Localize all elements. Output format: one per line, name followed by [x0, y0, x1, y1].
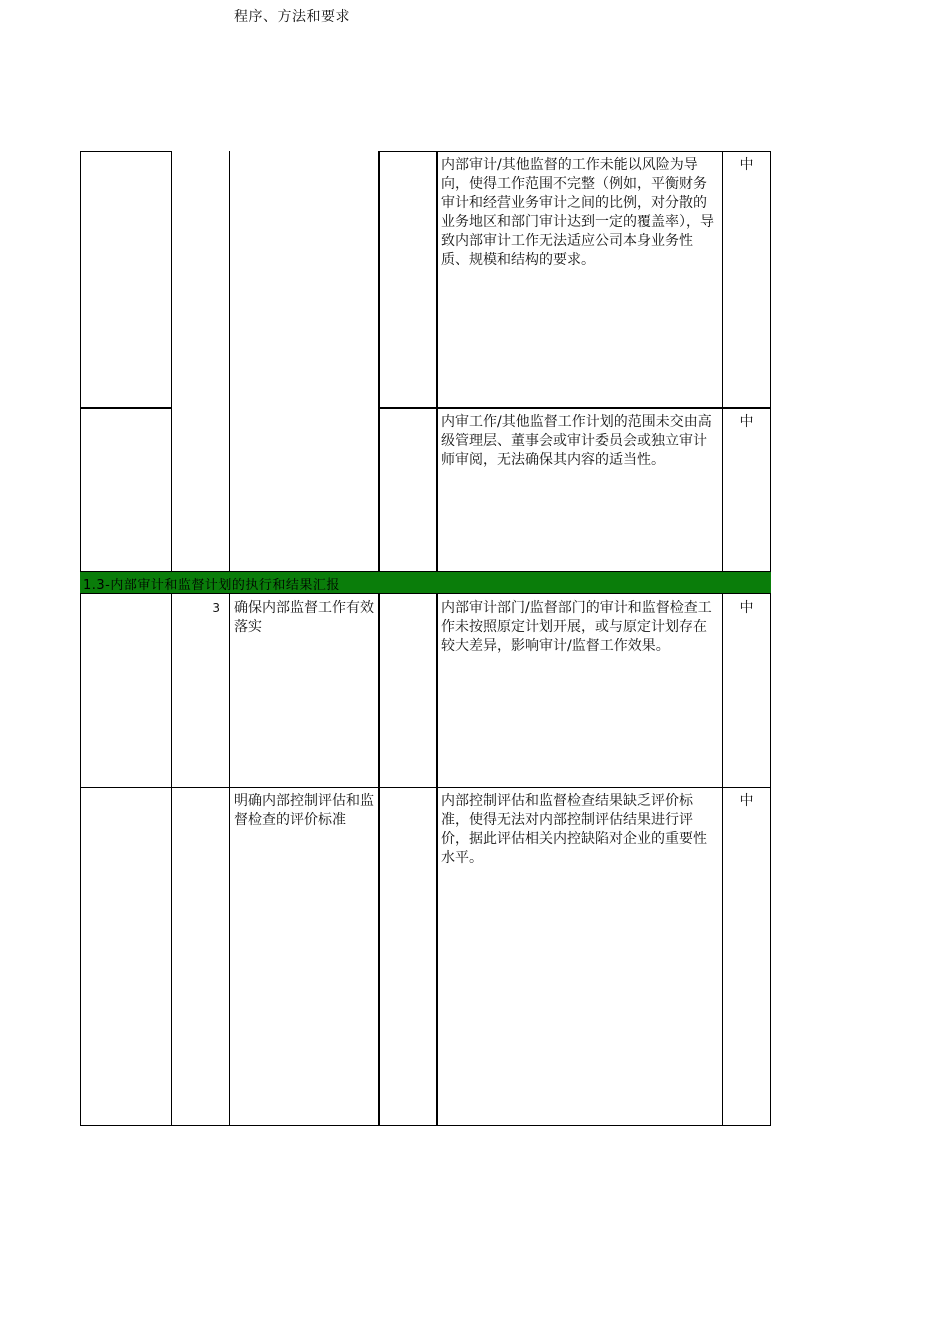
- section-title: 1.3-内部审计和监督计划的执行和结果汇报: [83, 578, 340, 593]
- risk-rating-cell: 中: [739, 157, 754, 173]
- control-objective-cell: 明确内部控制评估和监督检查的评价标准: [234, 793, 374, 828]
- row-divider-3: [80, 787, 771, 788]
- risk-rating-cell: 中: [739, 414, 754, 430]
- column-divider-5-lower: [722, 594, 723, 1126]
- page-header-text: 程序、方法和要求: [234, 9, 350, 25]
- row-divider-1-left: [80, 407, 172, 409]
- column-divider-3-lower: [378, 594, 380, 1126]
- risk-rating-cell: 中: [739, 600, 754, 616]
- table-border-bottom: [80, 1125, 771, 1126]
- table-border-top-right: [378, 151, 771, 152]
- column-divider-2: [229, 151, 230, 571]
- risk-rating-cell: 中: [739, 793, 754, 809]
- control-objective-cell: 确保内部监督工作有效落实: [234, 600, 374, 635]
- column-divider-1: [171, 151, 172, 571]
- section-header-bar: [80, 571, 771, 594]
- control-number-cell: 3: [212, 601, 220, 615]
- column-divider-3: [378, 151, 380, 571]
- row-divider-1-right: [378, 407, 771, 409]
- column-divider-2-lower: [229, 594, 230, 1126]
- risk-description-cell: 内部控制评估和监督检查结果缺乏评价标准，使得无法对内部控制评估结果进行评价，据此评估相关内控缺陷对企业的重要性水平。: [441, 793, 707, 866]
- risk-description-cell: 内部审计/其他监督的工作未能以风险为导向，使得工作范围不完整（例如，平衡财务审计和经营业务审计之间的比例，对分散的业务地区和部门审计达到一定的覆盖率），导致内部审计工作无法适应公司本身业务性质、规模和结构的要求。: [441, 157, 714, 268]
- column-divider-1-lower: [171, 594, 172, 1126]
- risk-description-cell: 内审工作/其他监督工作计划的范围未交由高级管理层、董事会或审计委员会或独立审计师审阅，无法确保其内容的适当性。: [441, 414, 712, 468]
- risk-description-cell: 内部审计部门/监督部门的审计和监督检查工作未按照原定计划开展，或与原定计划存在较大差异，影响审计/监督工作效果。: [441, 600, 712, 654]
- table-border-left: [80, 151, 81, 1126]
- column-divider-5: [722, 151, 723, 571]
- table-border-right: [770, 151, 771, 1126]
- table-border-top-left: [80, 151, 172, 152]
